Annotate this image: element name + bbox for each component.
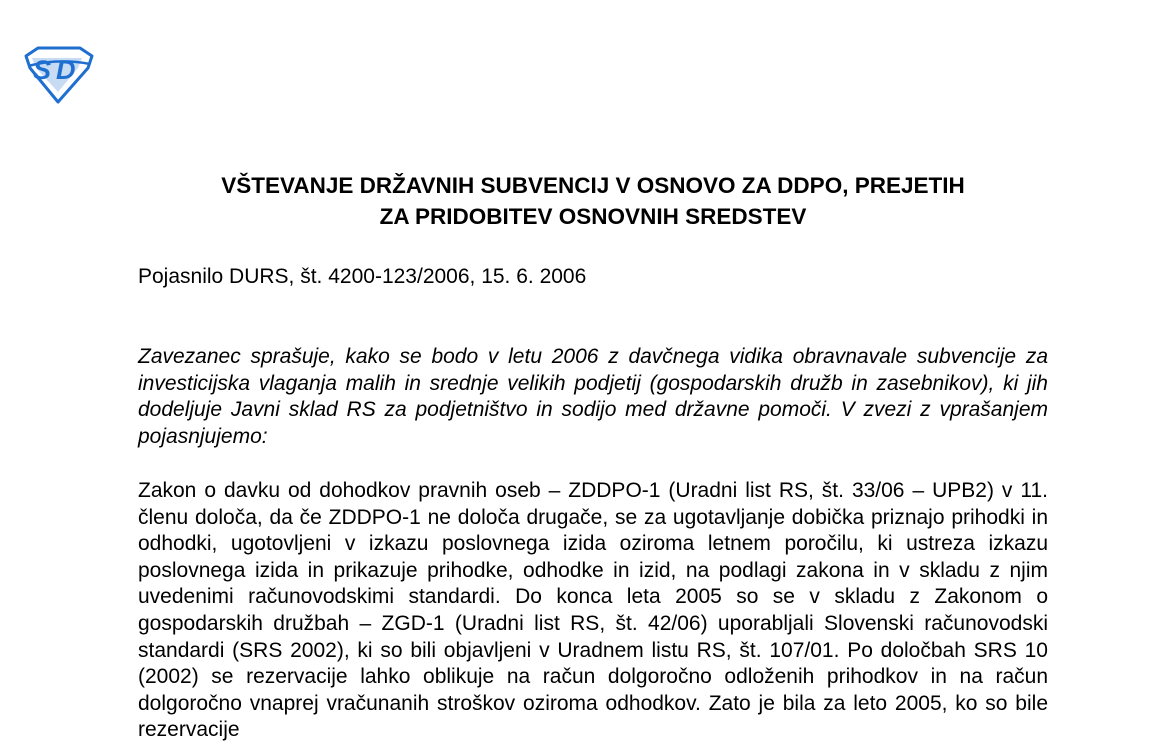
title-line-2: ZA PRIDOBITEV OSNOVNIH SREDSTEV xyxy=(379,204,807,229)
body-paragraph: Zakon o davku od dohodkov pravnih oseb – ZDDPO-1 (Uradni list RS, št. 33/06 – UPB2) v 11. členu določa, da če ZDDPO-1 ne določa drugače, se za ugotavljanje dobička priznajo prihodki in odhodki, ugotovljeni v izkazu poslovnega izida oziroma letnem poročilu, ki ustreza izkazu poslovnega izida in prikazuje prihodke, odhodke in izid, na podlagi zakona in v skladu z njim uvedenimi računovodskimi standardi. Do konca leta 2005 so se v skladu z Zakonom o gospodarskih družbah – ZGD-1 (Uradni list RS, št. 42/06) uporabljali Slovenski računovodski standardi (SRS 2002), ki so bili objavljeni v Uradnem listu RS, št. 107/01. Po določbah SRS 10 (2002) se rezervacije lahko oblikuje na račun dolgoročno odloženih prihodkov in na račun dolgoročno vnaprej vračunanih stroškov oziroma odhodkov. Zato je bila za leto 2005, ko so bile rezervacije xyxy=(138,479,1048,742)
svg-text:D: D xyxy=(56,55,76,85)
title-line-1: VŠTEVANJE DRŽAVNIH SUBVENCIJ V OSNOVO ZA DDPO, PREJETIH xyxy=(221,173,965,198)
document-reference: Pojasnilo DURS, št. 4200-123/2006, 15. 6. 2006 xyxy=(138,265,587,288)
document-title xyxy=(138,170,1048,232)
svg-text:S: S xyxy=(33,55,52,85)
question-paragraph: Zavezanec sprašuje, kako se bodo v letu 2006 z davčnega vidika obravnavale subvencije za investicijska vlaganja malih in srednje velikih podjetij (gospodarskih družb in zasebnikov), ki jih dodeljuje Javni sklad RS za podjetništvo in sodijo med državne pomoči. V zvezi z vprašanjem pojasnjujemo: xyxy=(138,345,1048,448)
sd-logo-icon xyxy=(22,46,96,104)
